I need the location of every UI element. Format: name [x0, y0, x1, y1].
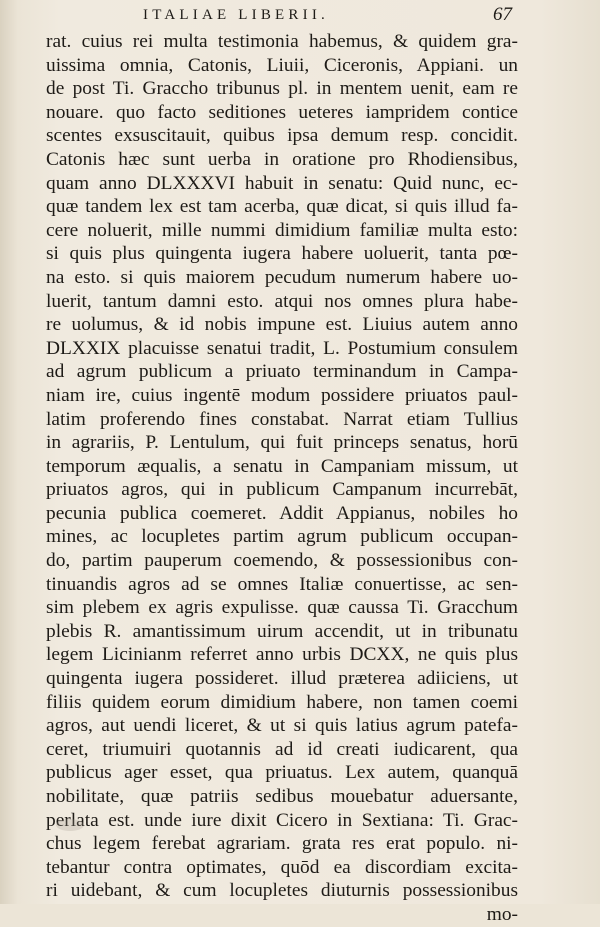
text-line: mines, ac locupletes partim agrum publicum occupan-: [46, 526, 518, 548]
text-line: si quis plus quingenta iugera habere uoluerit, tanta pœ-: [46, 243, 518, 265]
text-line: uissima omnia, Catonis, Liuii, Ciceronis, Appiani. un: [46, 54, 518, 76]
page-header: [0, 2, 600, 28]
text-line: quæ tandem lex est tam acerba, quæ dicat, si quis illud fa-: [46, 196, 518, 218]
text-line: sim plebem ex agris expulisse. quæ caussa Ti. Gracchum: [46, 597, 518, 619]
running-head: ITALIAE LIBERII.: [143, 7, 329, 23]
text-line: in agrariis, P. Lentulum, qui fuit princeps senatus, horū: [46, 432, 518, 454]
text-line: cere noluerit, mille nummi dimidium familiæ multa esto:: [46, 219, 518, 241]
text-line: temporum æqualis, a senatu in Campaniam missum, ut: [46, 455, 518, 477]
catchword: mo-: [486, 903, 518, 925]
text-line: tinuandis agros ad se omnes Italiæ conuertisse, ac sen-: [46, 573, 518, 595]
text-line: ceret, triumuiri quotannis ad id creati iudicarent, qua: [46, 738, 518, 760]
text-line: agros, aut uendi liceret, & ut si quis latius agrum patefa-: [46, 715, 518, 737]
ink-smudge: [56, 819, 84, 831]
text-line: nouare. quo facto seditiones ueteres iampridem contice: [46, 101, 518, 123]
text-line: chus legem ferebat agrariam. grata res erat populo. ni-: [46, 833, 518, 855]
text-line: scentes exsuscitauit, quibus ipsa demum resp. concidit.: [46, 125, 518, 147]
text-line: nobilitate, quæ patriis sedibus mouebatur aduersante,: [46, 786, 518, 807]
text-line: publicus ager esset, qua priuatus. Lex autem, quanquā: [46, 762, 518, 784]
text-line: quam anno DLXXXVI habuit in senatu: Quid nunc, ec-: [46, 172, 518, 194]
text-line: DLXXIX placuisse senatui tradit, L. Postumium consulem: [46, 337, 518, 359]
text-line: priuatos agros, qui in publicum Campanum incurrebāt,: [46, 479, 518, 501]
text-line: ri uidebant, & cum locupletes diuturnis possessionibus: [46, 880, 518, 902]
text-line: do, partim pauperum coemendo, & possessionibus con-: [46, 550, 518, 572]
text-line: de post Ti. Graccho tribunus pl. in mentem uenit, eam re: [46, 78, 518, 100]
text-line: luerit, tantum damni esto. atqui nos omnes plura habe-: [46, 290, 518, 312]
text-line: quingenta iugera possideret. illud præterea adiiciens, ut: [46, 668, 518, 690]
text-line: plebis R. amantissimum uirum accendit, ut in tribunatu: [46, 620, 518, 642]
text-line: tebantur contra optimates, quōd ea discordiam excita-: [46, 856, 518, 878]
text-line: legem Licinianm referret anno urbis DCXX, ne quis plus: [46, 644, 518, 666]
text-line: filiis quidem eorum dimidium habere, non tamen coemi: [46, 691, 518, 713]
text-line: na esto. si quis maiorem pecudum numerum habere uo-: [46, 266, 518, 288]
text-line: perlata est. unde iure dixit Cicero in Sextiana: Ti. Grac-: [46, 809, 518, 831]
text-line: Catonis hæc sunt uerba in oratione pro Rhodiensibus,: [46, 148, 518, 170]
text-line: rat. cuius rei multa testimonia habemus, & quidem gra-: [46, 31, 518, 52]
page-number: 67: [493, 4, 512, 25]
text-line: ad agrum publicum a priuato terminandum in Campa-: [46, 361, 518, 383]
text-line: niam ire, cuius ingentē modum possidere priuatos paul-: [46, 384, 518, 406]
text-line: latim proferendo fines constabat. Narrat etiam Tullius: [46, 408, 518, 430]
text-line: re uolumus, & id nobis impune est. Liuius autem anno: [46, 314, 518, 336]
body-text: [46, 30, 518, 927]
text-line: pecunia publica coemeret. Addit Appianus, nobiles ho: [46, 502, 518, 524]
